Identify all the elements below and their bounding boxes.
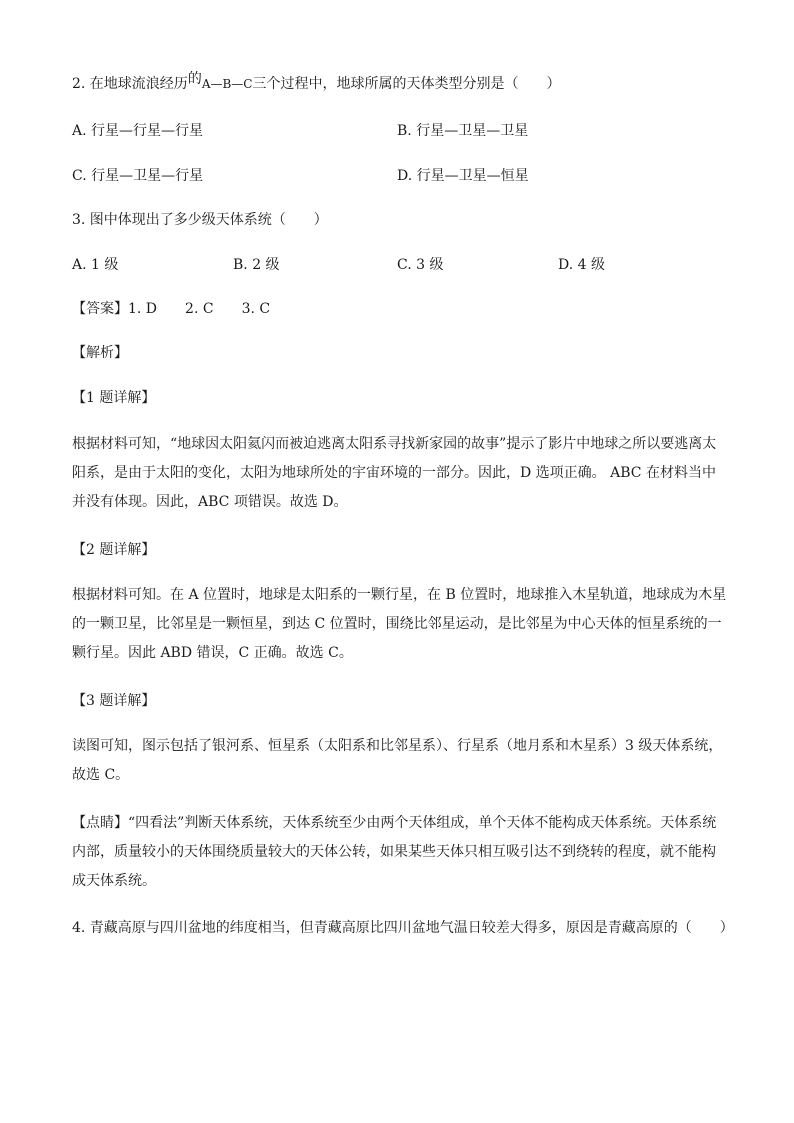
answer-line [72,299,270,319]
tip-body [72,809,722,896]
analysis-label: 【解析】 [72,345,128,361]
question-3-option-a: A. 1 级 [72,257,119,273]
question-2-option-d: D. 行星—卫星—恒星 [397,168,529,184]
answer-item-1: 1. D [128,301,158,317]
detail-1-row: 阳系，是由于太阳的变化，太阳为地球所处的宇宙环境的一部分。因此，D 选项正确。 ABC 在材料当中 [72,465,716,481]
tip-row: 成天体系统。 [72,873,156,889]
detail-1-row: 根据材料可知，“地球因太阳氦闪而被迫逃离太阳系寻找新家园的故事”提示了影片中地球之所以要逃离太 [72,436,717,452]
tip-row: 内部，质量较小的天体围绕质量较大的天体公转，如果某些天体只相互吸引达不到绕转的程度，就不能构 [72,844,716,860]
detail-1-title: 【1 题详解】 [72,390,156,406]
detail-3-title: 【3 题详解】 [72,693,156,709]
answer-label: 【答案】 [72,301,128,317]
detail-3-body [72,732,722,790]
question-2-stem-part-c: A—B—C [201,77,253,91]
detail-2-row: 根据材料可知。在 A 位置时，地球是太阳系的一颗行星，在 B 位置时，地球推入木星轨道，地球成为木星 [72,587,727,603]
question-3-stem: 3. 图中体现出了多少级天体系统（ ） [72,212,328,228]
question-2-option-a: A. 行星—行星—行星 [72,123,204,139]
detail-1-row: 并没有体现。因此，ABC 项错误。故选 D。 [72,494,348,510]
question-2-stem-part-a: 2. 在地球流浪经历 [72,76,188,92]
tip-row [72,809,722,838]
question-4-stem: 4. 青藏高原与四川盆地的纬度相当，但青藏高原比四川盆地气温日较差大得多，原因是青藏高原的（ ） [72,920,734,936]
question-2-stem-part-d: 三个过程中，地球所属的天体类型分别是（ ） [252,76,561,92]
detail-3-row: 读图可知，图示包括了银河系、恒星系（太阳系和比邻星系）、行星系（地月系和木星系）3 级天体系统， [72,738,723,754]
detail-3-row: 故选 C。 [72,767,130,783]
question-2-option-b: B. 行星—卫星—卫星 [397,123,529,139]
detail-2-row: 颗行星。因此 ABD 错误，C 正确。故选 C。 [72,645,353,661]
tip-row-text: “四看法”判断天体系统，天体系统至少由两个天体组成，单个天体不能构成天体系统。天体系统 [128,815,717,831]
tip-label: 【点睛】 [72,815,128,831]
answer-item-3: 3. C [241,301,271,317]
detail-2-row: 的一颗卫星，比邻星是一颗恒星，到达 C 位置时，围绕比邻星运动，是比邻星为中心天体的恒星系统的一 [72,616,722,632]
detail-2-title: 【2 题详解】 [72,542,156,558]
answer-item-2: 2. C [185,301,214,317]
question-2-stem [72,71,561,94]
question-3-option-b: B. 2 级 [233,257,280,273]
detail-1-body [72,430,722,517]
question-2-option-c: C. 行星—卫星—行星 [72,168,204,184]
question-2-stem-part-b: 的 [187,71,202,87]
question-3-option-c: C. 3 级 [397,257,444,273]
detail-2-body [72,581,727,668]
question-3-option-d: D. 4 级 [558,257,605,273]
